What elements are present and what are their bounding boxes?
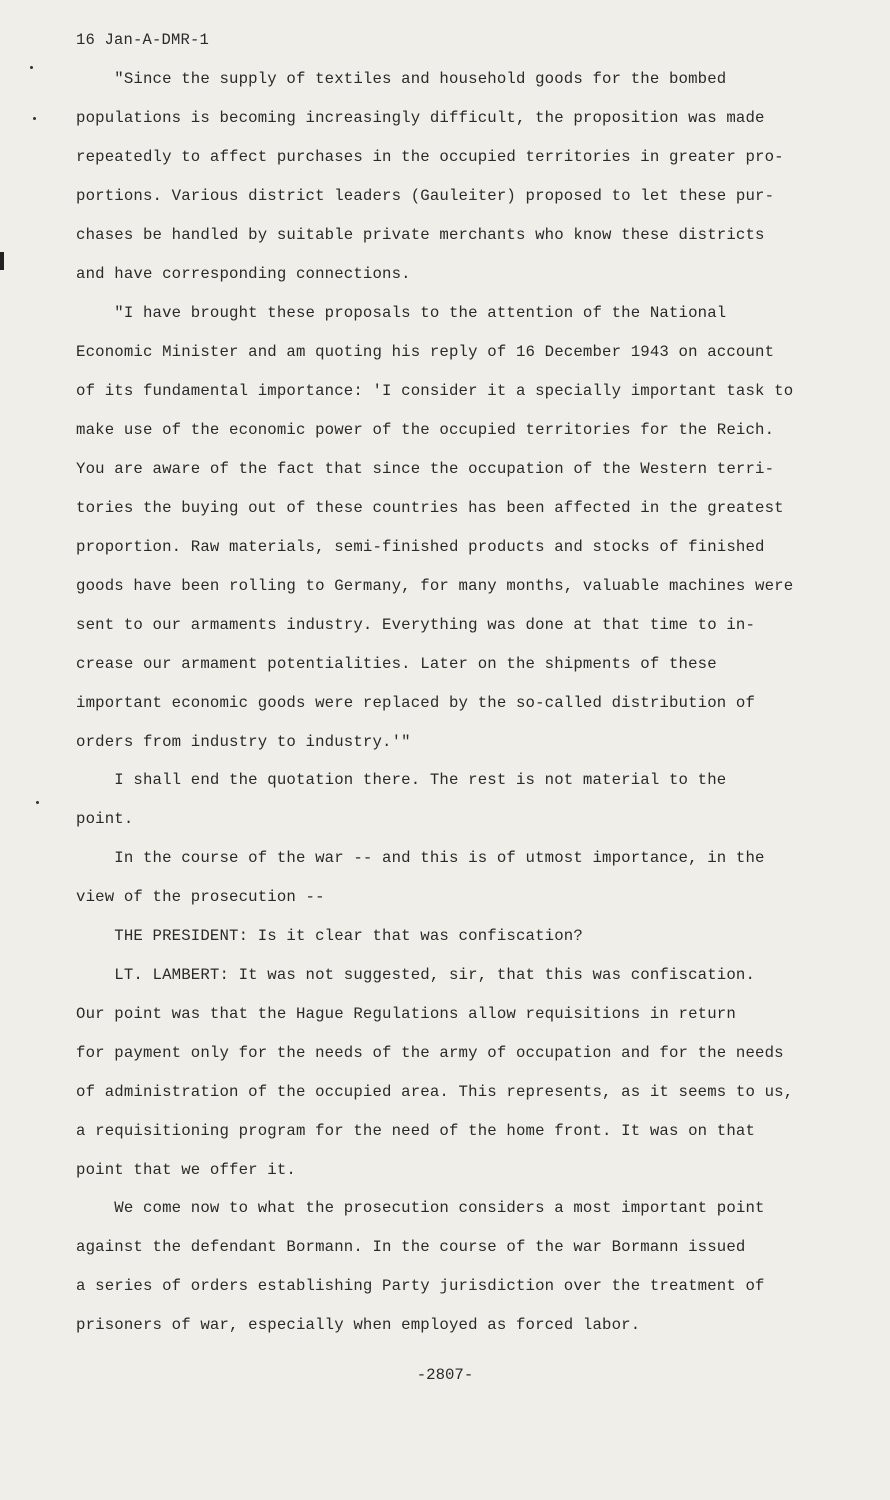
text-line: proportion. Raw materials, semi-finished products and stocks of finished [76,538,765,556]
text-line: chases be handled by suitable private merchants who know these districts [76,226,765,244]
text-line: for payment only for the needs of the army of occupation and for the needs [76,1044,784,1062]
text-line: point that we offer it. [76,1161,296,1179]
text-line: orders from industry to industry.'" [76,733,411,751]
text-line: I shall end the quotation there. The rest is not material to the [76,771,727,789]
text-line: In the course of the war -- and this is of utmost importance, in the [76,849,765,867]
text-line: Our point was that the Hague Regulations allow requisitions in return [76,1005,736,1023]
text-line: repeatedly to affect purchases in the occupied territories in greater pro- [76,148,784,166]
text-line: sent to our armaments industry. Everything was done at that time to in- [76,616,756,634]
text-line: prisoners of war, especially when employed as forced labor. [76,1316,641,1334]
edge-mark [0,252,4,270]
text-line: view of the prosecution -- [76,888,325,906]
text-line: a series of orders establishing Party jurisdiction over the treatment of [76,1277,765,1295]
text-line: of its fundamental importance: 'I consider it a specially important task to [76,382,794,400]
text-line: crease our armament potentialities. Later on the shipments of these [76,655,717,673]
text-line: portions. Various district leaders (Gauleiter) proposed to let these pur- [76,187,775,205]
text-line: Economic Minister and am quoting his reply of 16 December 1943 on account [76,343,775,361]
text-line: populations is becoming increasingly difficult, the proposition was made [76,109,765,127]
text-line: of administration of the occupied area. This represents, as it seems to us, [76,1083,794,1101]
text-line: make use of the economic power of the occupied territories for the Reich. [76,421,775,439]
text-line: "I have brought these proposals to the attention of the National [76,304,727,322]
text-line: against the defendant Bormann. In the course of the war Bormann issued [76,1238,746,1256]
text-line: tories the buying out of these countries has been affected in the greatest [76,499,784,517]
text-line: a requisitioning program for the need of the home front. It was on that [76,1122,756,1140]
text-line: We come now to what the prosecution considers a most important point [76,1199,765,1217]
document-header: 16 Jan-A-DMR-1 [76,31,210,49]
speck-mark [30,66,33,69]
text-line: point. [76,810,134,828]
speck-mark [33,117,36,120]
text-line: important economic goods were replaced by the so-called distribution of [76,694,756,712]
page-number: -2807- [416,1366,474,1384]
text-line: "Since the supply of textiles and household goods for the bombed [76,70,727,88]
text-line: You are aware of the fact that since the occupation of the Western terri- [76,460,775,478]
text-line: LT. LAMBERT: It was not suggested, sir, that this was confiscation. [76,966,756,984]
text-line: goods have been rolling to Germany, for many months, valuable machines were [76,577,794,595]
text-line: and have corresponding connections. [76,265,411,283]
text-line: THE PRESIDENT: Is it clear that was confiscation? [76,927,583,945]
speck-mark [36,801,39,804]
